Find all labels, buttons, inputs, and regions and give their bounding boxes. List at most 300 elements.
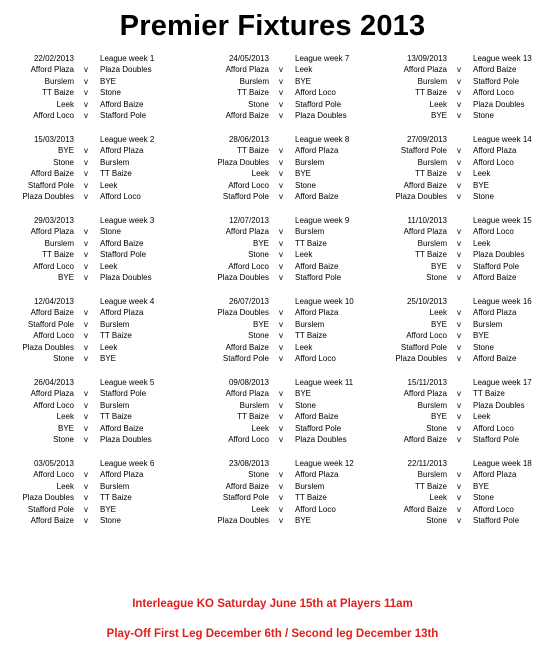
away-team: Afford Plaza (295, 470, 339, 480)
versus-label: v (457, 88, 461, 98)
fixture-row (197, 99, 377, 110)
home-team: Leek (251, 504, 269, 514)
fixture-week (197, 458, 377, 526)
away-team: Burslem (100, 319, 130, 329)
away-team: Stafford Pole (100, 110, 147, 120)
fixture-row (2, 145, 182, 156)
versus-label: v (84, 169, 88, 179)
week-header (375, 296, 545, 307)
versus-label: v (279, 88, 283, 98)
home-team: Afford Plaza (403, 227, 447, 237)
home-team: Stafford Pole (27, 180, 74, 190)
fixture-row (2, 434, 182, 445)
home-team: Plaza Doubles (22, 493, 74, 503)
versus-label: v (457, 515, 461, 525)
away-team: Burslem (100, 400, 130, 410)
versus-label: v (279, 110, 283, 120)
versus-label: v (457, 400, 461, 410)
versus-label: v (84, 227, 88, 237)
versus-label: v (84, 515, 88, 525)
versus-label: v (84, 238, 88, 248)
home-team: Burslem (417, 400, 447, 410)
fixture-row (375, 469, 545, 480)
week-header (2, 53, 182, 64)
home-team: Afford Loco (228, 434, 269, 444)
versus-label: v (279, 169, 283, 179)
versus-label: v (84, 319, 88, 329)
away-team: Afford Baize (295, 261, 339, 271)
away-team: TT Baize (295, 493, 327, 503)
home-team: Leek (429, 308, 447, 318)
away-team: Afford Loco (295, 504, 336, 514)
week-label: League week 10 (295, 297, 354, 306)
fixture-row (2, 272, 182, 283)
away-team: Stafford Pole (473, 76, 520, 86)
fixture-row (2, 353, 182, 364)
versus-label: v (279, 481, 283, 491)
fixture-row (2, 110, 182, 121)
away-team: TT Baize (473, 389, 505, 399)
week-header (2, 215, 182, 226)
home-team: TT Baize (237, 146, 269, 156)
week-date: 22/11/2013 (407, 459, 447, 468)
away-team: Burslem (100, 481, 130, 491)
versus-label: v (84, 412, 88, 422)
fixture-week (197, 377, 377, 445)
away-team: Leek (100, 261, 118, 271)
fixture-row (197, 180, 377, 191)
versus-label: v (457, 65, 461, 75)
fixture-row (2, 342, 182, 353)
away-team: Stone (100, 515, 121, 525)
versus-label: v (84, 470, 88, 480)
fixture-row (197, 481, 377, 492)
away-team: Afford Loco (473, 88, 514, 98)
fixture-row (197, 353, 377, 364)
away-team: BYE (100, 353, 117, 363)
home-team: Plaza Doubles (217, 308, 269, 318)
fixture-row (375, 400, 545, 411)
away-team: Stafford Pole (295, 423, 342, 433)
away-team: TT Baize (100, 331, 132, 341)
week-label: League week 14 (473, 135, 532, 144)
fixture-row (2, 226, 182, 237)
home-team: Stafford Pole (222, 493, 269, 503)
home-team: Stone (248, 99, 269, 109)
home-team: TT Baize (42, 88, 74, 98)
fixture-row (197, 272, 377, 283)
home-team: Afford Loco (33, 261, 74, 271)
week-header (197, 134, 377, 145)
home-team: Leek (56, 99, 74, 109)
versus-label: v (84, 88, 88, 98)
fixture-week (197, 53, 377, 121)
home-team: BYE (252, 238, 269, 248)
fixture-row (197, 261, 377, 272)
fixture-row (375, 307, 545, 318)
fixture-row (197, 423, 377, 434)
away-team: Afford Baize (473, 65, 517, 75)
fixture-row (2, 504, 182, 515)
fixture-row (2, 261, 182, 272)
fixture-week (375, 215, 545, 283)
week-date: 15/03/2013 (33, 135, 74, 144)
away-team: Afford Plaza (473, 146, 517, 156)
home-team: Afford Baize (403, 434, 447, 444)
home-team: Stafford Pole (400, 342, 447, 352)
week-header (375, 215, 545, 226)
week-header (197, 377, 377, 388)
away-team: Burslem (295, 319, 325, 329)
fixture-row (375, 423, 545, 434)
away-team: BYE (295, 169, 312, 179)
week-date: 13/09/2013 (406, 54, 447, 63)
away-team: Burslem (473, 319, 503, 329)
versus-label: v (84, 191, 88, 201)
home-team: Stone (248, 470, 269, 480)
home-team: Afford Plaza (403, 389, 447, 399)
week-header (2, 134, 182, 145)
fixture-row (197, 249, 377, 260)
fixture-row (2, 157, 182, 168)
week-header (197, 53, 377, 64)
fixture-row (375, 504, 545, 515)
home-team: Afford Baize (30, 169, 74, 179)
week-label: League week 16 (473, 297, 532, 306)
fixture-row (2, 64, 182, 75)
fixture-row (197, 238, 377, 249)
fixture-week (375, 53, 545, 121)
fixture-row (375, 168, 545, 179)
versus-label: v (457, 493, 461, 503)
versus-label: v (457, 272, 461, 282)
home-team: TT Baize (415, 481, 447, 491)
home-team: Plaza Doubles (217, 272, 269, 282)
away-team: Plaza Doubles (473, 250, 525, 260)
week-header (197, 215, 377, 226)
versus-label: v (84, 342, 88, 352)
week-header (2, 377, 182, 388)
fixture-row (375, 145, 545, 156)
fixture-row (375, 64, 545, 75)
home-team: Burslem (417, 76, 447, 86)
home-team: Afford Baize (403, 504, 447, 514)
away-team: Burslem (100, 157, 130, 167)
fixture-row (375, 434, 545, 445)
week-date: 23/08/2013 (228, 459, 269, 468)
away-team: Stafford Pole (473, 261, 520, 271)
versus-label: v (279, 238, 283, 248)
away-team: Stafford Pole (100, 389, 147, 399)
versus-label: v (84, 308, 88, 318)
away-team: Burslem (295, 157, 325, 167)
week-date: 15/11/2013 (407, 378, 447, 387)
versus-label: v (457, 389, 461, 399)
versus-label: v (279, 250, 283, 260)
versus-label: v (457, 180, 461, 190)
away-team: Afford Loco (295, 88, 336, 98)
fixture-row (197, 307, 377, 318)
away-team: Afford Baize (100, 423, 144, 433)
fixture-row (375, 226, 545, 237)
home-team: Stone (248, 250, 269, 260)
away-team: Afford Plaza (473, 470, 517, 480)
away-team: Stafford Pole (100, 250, 147, 260)
home-team: Stone (248, 331, 269, 341)
away-team: BYE (295, 76, 312, 86)
away-team: TT Baize (295, 238, 327, 248)
away-team: Stone (100, 88, 121, 98)
away-team: Plaza Doubles (473, 400, 525, 410)
away-team: Afford Plaza (473, 308, 517, 318)
versus-label: v (84, 261, 88, 271)
home-team: Afford Loco (406, 331, 447, 341)
home-team: Afford Plaza (225, 65, 269, 75)
fixture-row (375, 249, 545, 260)
home-team: Afford Plaza (403, 65, 447, 75)
fixture-week (2, 377, 182, 445)
week-date: 09/08/2013 (228, 378, 269, 387)
week-date: 27/09/2013 (406, 135, 447, 144)
away-team: Leek (295, 342, 313, 352)
versus-label: v (457, 261, 461, 271)
fixture-week (375, 458, 545, 526)
away-team: Stone (473, 110, 494, 120)
home-team: Stafford Pole (222, 353, 269, 363)
away-team: Plaza Doubles (473, 99, 525, 109)
home-team: Stone (426, 515, 447, 525)
week-date: 29/03/2013 (33, 216, 74, 225)
away-team: Stone (473, 342, 494, 352)
fixture-row (197, 411, 377, 422)
versus-label: v (84, 389, 88, 399)
fixture-row (2, 400, 182, 411)
away-team: Plaza Doubles (295, 434, 347, 444)
fixture-row (2, 180, 182, 191)
home-team: Leek (251, 423, 269, 433)
versus-label: v (279, 331, 283, 341)
versus-label: v (84, 481, 88, 491)
fixture-row (375, 180, 545, 191)
playoff-note: Play-Off First Leg December 6th / Second leg December 13th (106, 628, 439, 640)
week-label: League week 4 (100, 297, 155, 306)
away-team: Afford Baize (473, 353, 517, 363)
versus-label: v (457, 76, 461, 86)
away-team: Plaza Doubles (100, 272, 152, 282)
home-team: Afford Baize (225, 110, 269, 120)
home-team: TT Baize (415, 88, 447, 98)
fixture-row (2, 168, 182, 179)
away-team: Afford Plaza (100, 308, 144, 318)
fixture-row (197, 504, 377, 515)
home-team: BYE (252, 319, 269, 329)
home-team: Burslem (239, 76, 269, 86)
home-team: Plaza Doubles (217, 515, 269, 525)
fixture-week (375, 377, 545, 445)
fixture-row (2, 330, 182, 341)
home-team: Leek (251, 169, 269, 179)
week-date: 12/04/2013 (33, 297, 74, 306)
away-team: Afford Loco (473, 504, 514, 514)
versus-label: v (279, 504, 283, 514)
away-team: BYE (473, 331, 490, 341)
fixture-row (2, 481, 182, 492)
fixture-row (197, 434, 377, 445)
fixture-row (197, 76, 377, 87)
home-team: BYE (57, 272, 74, 282)
versus-label: v (279, 389, 283, 399)
fixture-row (197, 145, 377, 156)
fixture-row (375, 191, 545, 202)
week-label: League week 12 (295, 459, 354, 468)
week-label: League week 1 (100, 54, 155, 63)
home-team: Leek (56, 481, 74, 491)
away-team: Afford Loco (473, 227, 514, 237)
away-team: Stone (295, 400, 316, 410)
week-header (197, 458, 377, 469)
versus-label: v (457, 157, 461, 167)
away-team: Afford Baize (100, 238, 144, 248)
away-team: TT Baize (295, 331, 327, 341)
home-team: BYE (430, 110, 447, 120)
fixture-row (197, 469, 377, 480)
away-team: BYE (473, 481, 490, 491)
week-date: 25/10/2013 (406, 297, 447, 306)
home-team: Afford Loco (228, 180, 269, 190)
fixture-row (375, 157, 545, 168)
week-header (2, 458, 182, 469)
versus-label: v (457, 342, 461, 352)
week-date: 12/07/2013 (228, 216, 269, 225)
away-team: Leek (295, 65, 313, 75)
week-label: League week 9 (295, 216, 350, 225)
versus-label: v (279, 99, 283, 109)
versus-label: v (279, 180, 283, 190)
home-team: Burslem (417, 238, 447, 248)
fixture-row (197, 319, 377, 330)
week-header (375, 377, 545, 388)
fixture-row (375, 76, 545, 87)
away-team: Plaza Doubles (100, 434, 152, 444)
away-team: TT Baize (100, 493, 132, 503)
home-team: Afford Plaza (30, 65, 74, 75)
versus-label: v (279, 493, 283, 503)
home-team: Afford Loco (33, 110, 74, 120)
fixture-row (2, 249, 182, 260)
away-team: Afford Plaza (295, 308, 339, 318)
away-team: BYE (295, 389, 312, 399)
week-label: League week 5 (100, 378, 155, 387)
fixture-row (375, 238, 545, 249)
week-label: League week 7 (295, 54, 350, 63)
fixture-row (2, 76, 182, 87)
away-team: Stafford Pole (295, 99, 342, 109)
versus-label: v (457, 238, 461, 248)
versus-label: v (457, 412, 461, 422)
week-date: 28/06/2013 (228, 135, 269, 144)
fixture-row (197, 388, 377, 399)
versus-label: v (457, 110, 461, 120)
fixture-week (2, 53, 182, 121)
away-team: Stone (295, 180, 316, 190)
versus-label: v (279, 434, 283, 444)
fixture-row (2, 515, 182, 526)
fixture-row (2, 99, 182, 110)
versus-label: v (279, 191, 283, 201)
away-team: BYE (295, 515, 312, 525)
home-team: Leek (429, 493, 447, 503)
versus-label: v (84, 272, 88, 282)
home-team: Leek (429, 99, 447, 109)
away-team: Afford Baize (473, 272, 517, 282)
versus-label: v (457, 423, 461, 433)
fixture-row (197, 400, 377, 411)
home-team: Stone (53, 157, 74, 167)
away-team: BYE (473, 180, 490, 190)
away-team: Plaza Doubles (295, 110, 347, 120)
home-team: Stone (53, 434, 74, 444)
week-label: League week 8 (295, 135, 350, 144)
fixture-row (375, 87, 545, 98)
versus-label: v (84, 493, 88, 503)
week-date: 03/05/2013 (33, 459, 74, 468)
week-label: League week 3 (100, 216, 155, 225)
fixture-week (197, 134, 377, 202)
week-date: 22/02/2013 (33, 54, 74, 63)
home-team: Plaza Doubles (22, 191, 74, 201)
away-team: Afford Baize (100, 99, 144, 109)
week-header (375, 458, 545, 469)
away-team: Afford Loco (473, 157, 514, 167)
home-team: BYE (430, 319, 447, 329)
away-team: Stone (100, 227, 121, 237)
home-team: Stone (53, 353, 74, 363)
away-team: Stafford Pole (473, 515, 520, 525)
home-team: Afford Baize (225, 481, 269, 491)
versus-label: v (457, 250, 461, 260)
week-label: League week 15 (473, 216, 532, 225)
fixture-row (197, 64, 377, 75)
fixture-week (2, 215, 182, 283)
home-team: TT Baize (415, 169, 447, 179)
versus-label: v (279, 65, 283, 75)
home-team: Plaza Doubles (22, 342, 74, 352)
fixture-row (2, 469, 182, 480)
home-team: Plaza Doubles (217, 157, 269, 167)
home-team: Afford Baize (30, 515, 74, 525)
week-label: League week 2 (100, 135, 155, 144)
home-team: Stone (426, 272, 447, 282)
away-team: TT Baize (100, 169, 132, 179)
versus-label: v (84, 76, 88, 86)
away-team: TT Baize (100, 412, 132, 422)
versus-label: v (279, 412, 283, 422)
home-team: Stafford Pole (27, 504, 74, 514)
versus-label: v (457, 227, 461, 237)
away-team: Afford Plaza (295, 146, 339, 156)
versus-label: v (279, 157, 283, 167)
home-team: TT Baize (42, 250, 74, 260)
versus-label: v (279, 515, 283, 525)
fixture-row (375, 353, 545, 364)
versus-label: v (84, 434, 88, 444)
fixture-week (2, 134, 182, 202)
away-team: Leek (473, 169, 491, 179)
versus-label: v (279, 400, 283, 410)
week-label: League week 11 (295, 378, 354, 387)
away-team: Plaza Doubles (100, 65, 152, 75)
fixture-row (197, 110, 377, 121)
